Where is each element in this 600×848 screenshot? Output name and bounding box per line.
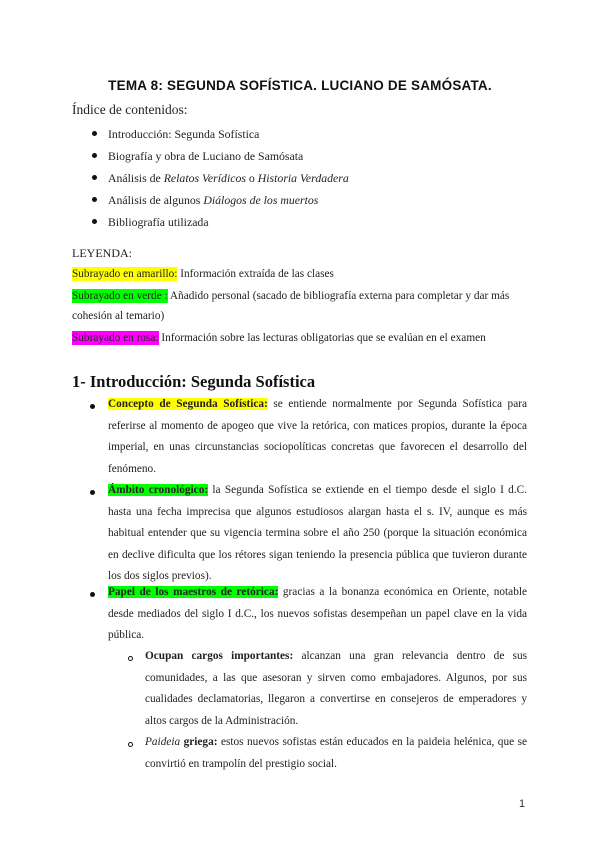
index-item: Introducción: Segunda Sofística xyxy=(92,126,349,148)
section-title: 1- Introducción: Segunda Sofística xyxy=(72,372,316,391)
subbullet-paragraph: Ocupan cargos importantes: alcanzan una gran relevancia dentro de sus comunidades, a las que asesoran y sirven como embajadores. Algunos, por sus cualidades declamatorias, llegaron a convertirse en consejeros de emperadores y altos cargos de la Administración. xyxy=(145,650,527,727)
circle-bullet-icon xyxy=(128,656,133,661)
highlight-yellow: Subrayado en amarillo: xyxy=(72,268,178,280)
legend-yellow: Subrayado en amarillo: Información extraída de las clases xyxy=(72,268,334,280)
index-item: Biografía y obra de Luciano de Samósata xyxy=(92,148,349,170)
index-heading: Índice de contenidos: xyxy=(72,102,188,117)
bullet-icon xyxy=(92,131,97,136)
legend-heading: LEYENDA: xyxy=(72,246,132,260)
page-number: 1 xyxy=(519,798,526,810)
highlight-green: Ámbito cronológico: xyxy=(108,484,209,496)
highlight-yellow: Concepto de Segunda Sofística: xyxy=(108,398,268,410)
legend-pink: Subrayado en rosa: Información sobre las lecturas obligatorias que se evalúan en el examen xyxy=(72,332,486,344)
bullet-icon xyxy=(92,197,97,202)
index-item: Análisis de Relatos Verídicos o Historia Verdadera xyxy=(92,170,349,192)
bullet-icon xyxy=(92,219,97,224)
bullet-icon xyxy=(92,153,97,158)
legend-green: Subrayado en verde : Añadido personal (sacado de bibliografía externa para completar y dar más cohesión al temario) xyxy=(72,290,510,322)
subbullet-paragraph: Paideia griega: estos nuevos sofistas están educados en la paideia helénica, que se convirtió en trampolín del prestigio social. xyxy=(145,736,527,770)
document-title: TEMA 8: SEGUNDA SOFÍSTICA. LUCIANO DE SAMÓSATA. xyxy=(108,78,492,93)
highlight-green: Papel de los maestros de retórica: xyxy=(108,586,279,598)
bullet-icon xyxy=(90,592,95,597)
highlight-green: Subrayado en verde : xyxy=(72,290,168,302)
bullet-icon xyxy=(92,175,97,180)
highlight-pink: Subrayado en rosa: xyxy=(72,332,159,344)
bullet-paragraph: Ámbito cronológico: la Segunda Sofística se extiende en el tiempo desde el siglo I d.C. hasta una fecha imprecisa que algunos estudiosos alargan hasta el s. IV, aunque es más habitual entender que su vigencia termina sobre el año 250 (porque la situación económica en declive dificulta que los rétores sigan teniendo la presencia pública que tuvieron durante los dos siglos previos). xyxy=(108,484,527,582)
bullet-icon xyxy=(90,490,95,495)
bullet-icon xyxy=(90,404,95,409)
circle-bullet-icon xyxy=(128,742,133,747)
bullet-paragraph: Concepto de Segunda Sofística: se entiende normalmente por Segunda Sofística para referirse al momento de apogeo que vive la retórica, con matices propios, durante la época imperial, en unas circunstancias sociopolíticas concretas que favorecen el desarrollo del fenómeno. xyxy=(108,398,528,475)
index-item: Análisis de algunos Diálogos de los muertos xyxy=(92,192,349,214)
bullet-paragraph: Papel de los maestros de retórica: gracias a la bonanza económica en Oriente, notable desde mediados del siglo I d.C., los nuevos sofistas desempeñan un papel clave en la vida pública. xyxy=(108,586,527,641)
index-list xyxy=(92,126,349,236)
index-item: Bibliografía utilizada xyxy=(92,214,349,236)
